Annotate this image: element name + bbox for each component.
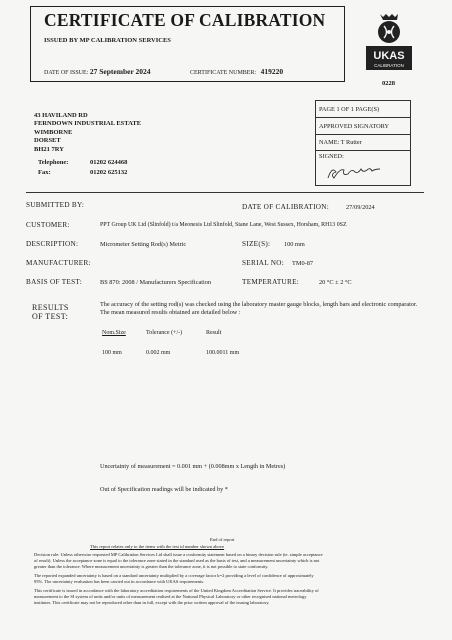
signatory-name: NAME: T Rutter [316, 135, 410, 151]
header-divider [26, 192, 424, 193]
footer-line: institutes. This certificate may not be reproduced other than in full, except with the prior written approval of the issuing laboratory. [34, 600, 270, 605]
results-paragraph: The accuracy of the setting rod(s) was checked using the laboratory master gauge blocks, length bars and electronic comparator. The mean measured results obtained are detailed below : [100, 301, 418, 316]
footer-line: measurement to the SI system of units and/or units of measurement realised at the National Physical Laboratory or other recognised national metrology [34, 594, 307, 599]
basis-of-test-label: BASIS OF TEST: [26, 278, 83, 286]
date-of-issue-value: 27 September 2024 [89, 67, 151, 76]
results-heading-line2: OF TEST: [32, 312, 69, 321]
basis-of-test-value: BS 870: 2008 / Manufacturers Specification [100, 279, 212, 286]
footer-line: of result). Unless the acceptance zone is equal to the tolerance zone stated in the standard used as the basis of test, and a measurement uncertainty which is not [34, 558, 320, 563]
description-value: Micrometer Setting Rod(s) Metric [100, 241, 187, 248]
fax-value: 01202 625132 [90, 169, 128, 176]
telephone [38, 159, 128, 166]
temperature-value: 20 °C ± 2 °C [319, 279, 352, 286]
issued-by: ISSUED BY MP CALIBRATION SERVICES [44, 37, 171, 44]
signed-label: SIGNED: [319, 153, 344, 160]
customer-label: CUSTOMER: [26, 221, 70, 229]
address-line: 43 HAVILAND RD [34, 112, 88, 119]
footer-line: 95%. The uncertainty evaluation has been carried out in accordance with UKAS requirements. [34, 579, 205, 584]
column-header-tolerance: Tolerance (+/-) [146, 330, 183, 336]
uncertainty-statement: Uncertainty of measurement = 0.001 mm + (0.008mm x Length in Metres) [100, 463, 286, 470]
address-line: WIMBORNE [34, 128, 73, 136]
size-value: 100 mm [284, 241, 305, 248]
size-label: SIZE(S): [242, 240, 271, 248]
footer-line: This certificate is issued in accordance with the laboratory accreditation requirements of the United Kingdom Accreditation Service. It provides traceability of [34, 588, 319, 593]
table-cell-nom-size: 100 mm [102, 350, 122, 356]
fax [38, 169, 128, 176]
ukas-number: 0228 [382, 80, 395, 87]
page-count: PAGE 1 OF 1 PAGE(S) [316, 101, 410, 118]
footer-line: greater than the tolerance. Where measurement uncertainty is greater than the tolerance zone, it is not possible to state conformity. [34, 564, 269, 569]
footer-line: The reported expanded uncertainty is based on a standard uncertainty multiplied by a coverage factor k=2 providing a level of confidence of approximately [34, 573, 314, 578]
column-header-result: Result [206, 330, 222, 336]
end-of-report: End of report [210, 537, 235, 542]
date-of-calibration-label: DATE OF CALIBRATION: [242, 203, 330, 211]
description-label: DESCRIPTION: [26, 240, 79, 248]
date-of-issue [44, 67, 151, 76]
report-note: This report relates only to the items with the test id number shown above [90, 544, 225, 549]
results-heading [32, 303, 69, 321]
column-header-nom-size: Nom.Size [102, 330, 126, 336]
telephone-value: 01202 624468 [90, 159, 128, 166]
out-of-spec-note: Out of Specification readings will be indicated by * [100, 486, 228, 493]
address-line: DORSET [34, 137, 61, 145]
ukas-text: UKAS [373, 50, 405, 62]
certificate-number-label: CERTIFICATE NUMBER: [190, 70, 257, 76]
approved-signatory: APPROVED SIGNATORY [316, 118, 410, 135]
submitted-by-label: SUBMITTED BY: [26, 201, 85, 209]
table-cell-tolerance: 0.002 mm [146, 350, 171, 356]
certificate-number-value: 419220 [260, 67, 284, 76]
footer-line: Decision rule: Unless otherwise requested MP Calibration Services Ltd shall issue a conformity statement based on a binary decision rule (ie. simple acceptance [34, 552, 323, 557]
temperature-label: TEMPERATURE: [242, 278, 300, 286]
fax-label: Fax: [38, 169, 51, 176]
serial-label: SERIAL NO: [242, 259, 285, 267]
customer-value: PPT Group UK Ltd (Slinfold) t/a Meonesis Ltd Slinfold, Stane Lane, West Sussex, Horsham, RH13 0SZ [100, 222, 347, 228]
serial-value: TM0-87 [292, 260, 313, 267]
date-of-issue-label: DATE OF ISSUE: [44, 70, 89, 76]
address-line: BH21 7RY [34, 145, 64, 153]
lab-address [34, 112, 141, 154]
signature [326, 164, 384, 182]
address-line: FERNDOWN INDUSTRIAL ESTATE [34, 120, 142, 128]
telephone-label: Telephone: [38, 159, 69, 166]
manufacturer-label: MANUFACTURER: [26, 259, 91, 267]
certificate-number [190, 67, 283, 76]
table-cell-result: 100.0011 mm [206, 350, 240, 356]
date-of-calibration-value: 27/09/2024 [346, 204, 375, 211]
certificate-title: CERTIFICATE OF CALIBRATION [44, 10, 326, 30]
results-heading-line1: RESULTS [32, 303, 69, 312]
ukas-subtext: CALIBRATION [374, 63, 404, 68]
ukas-logo [366, 10, 412, 70]
